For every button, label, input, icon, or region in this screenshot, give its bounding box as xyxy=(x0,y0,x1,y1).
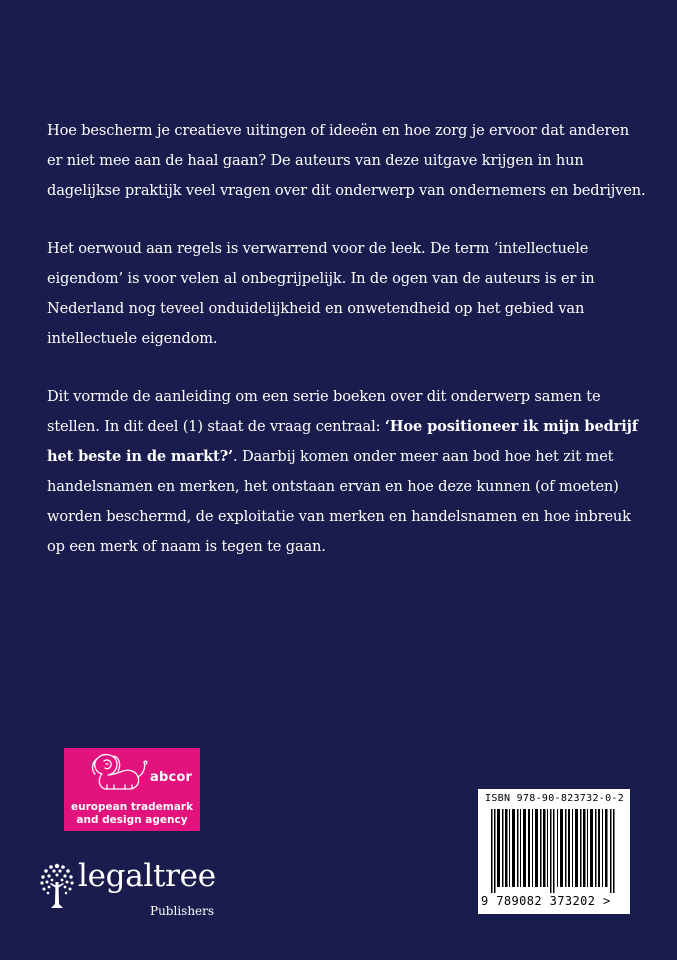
blurb-paragraph-2: Het oerwoud aan regels is verwarrend voor de leek. De term ‘intellectuele eigendom’ is voor velen al onbegrijpelijk. In de ogen van de auteurs is er in Nederland nog teveel onduidelijkheid en onwetendheid op het gebied van intellectuele eigendom. xyxy=(47,240,595,347)
isbn-label: ISBN 978-90-823732-0-2 xyxy=(485,793,625,804)
barcode-icon xyxy=(483,809,625,893)
abcor-tagline-2: and design agency xyxy=(76,814,188,826)
lion-icon xyxy=(80,750,154,794)
abcor-logo xyxy=(64,748,200,831)
publisher-name: legaltree xyxy=(78,858,216,894)
blurb-paragraph-3-end: . Daarbij komen onder meer aan bod hoe het zit met handelsnamen en merken, het ontstaan ervan en hoe deze kunnen (of moeten) worden beschermd, de exploitatie van merken en handelsnamen en hoe inbreuk op een merk of naam is tegen te gaan. xyxy=(47,448,631,555)
blurb-paragraph-3-start: Dit vormde de aanleiding om een serie boeken over dit onderwerp samen te stellen. In dit deel (1) staat de vraag centraal: xyxy=(47,388,601,435)
isbn-barcode xyxy=(478,789,630,914)
blurb-text xyxy=(47,116,647,590)
blurb-paragraph-1: Hoe bescherm je creatieve uitingen of ideeën en hoe zorg je ervoor dat anderen er niet mee aan de haal gaan? De auteurs van deze uitgave krijgen in hun dagelijkse praktijk veel vragen over dit onderwerp van ondernemers en bedrijven. xyxy=(47,122,646,199)
abcor-tagline-1: european trademark xyxy=(71,801,193,813)
publisher-subtitle: Publishers xyxy=(150,904,215,918)
blurb-paragraph-3 xyxy=(47,382,647,562)
abcor-brand-name: abcor xyxy=(150,770,193,785)
barcode-digits: 9 789082 373202 > xyxy=(481,894,611,908)
legaltree-logo xyxy=(38,858,216,928)
blurb-key-question: ‘Hoe positioneer ik mijn bedrijf het beste in de markt?’ xyxy=(47,418,638,465)
tree-icon xyxy=(38,858,76,916)
